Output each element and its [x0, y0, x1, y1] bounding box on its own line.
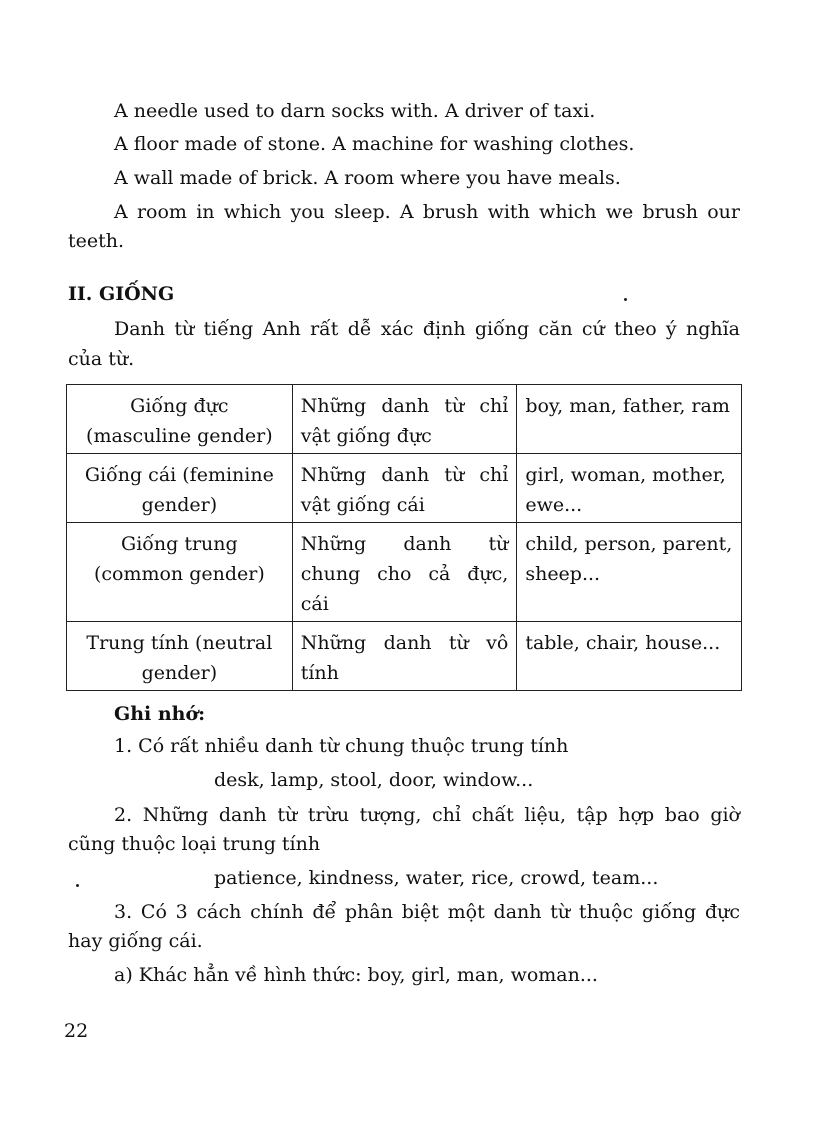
- gender-cell: Giống đực (masculine gender): [67, 385, 293, 454]
- intro-line-3: A wall made of brick. A room where you have meals.: [114, 167, 621, 189]
- examples-cell: girl, woman, mother, ewe...: [517, 454, 742, 523]
- intro-line-5: teeth.: [68, 230, 125, 252]
- section-heading: II. GIỐNG: [68, 283, 175, 305]
- examples-cell: child, person, parent, sheep...: [517, 523, 742, 622]
- gender-cell: Trung tính (neutral gender): [67, 622, 293, 691]
- table-row: [67, 622, 742, 691]
- description-cell: Những danh từ chỉ vật giống đực: [292, 385, 517, 454]
- section-intro-line-2: của từ.: [68, 348, 135, 370]
- examples-cell: table, chair, house...: [517, 622, 742, 691]
- notes-title: Ghi nhớ:: [114, 703, 206, 725]
- scan-speck: [76, 884, 79, 887]
- note-3-line-1: 3. Có 3 cách chính để phân biệt một danh từ thuộc giống đực: [114, 901, 740, 923]
- intro-line-4: A room in which you sleep. A brush with which we brush our: [114, 201, 740, 223]
- table-row: [67, 454, 742, 523]
- note-3a: a) Khác hẳn về hình thức: boy, girl, man, woman...: [114, 964, 598, 986]
- description-cell: Những danh từ chung cho cả đực, cái: [292, 523, 517, 622]
- note-3-line-2: hay giống cái.: [68, 930, 203, 952]
- note-1-examples: desk, lamp, stool, door, window...: [214, 769, 534, 791]
- page-number: 22: [64, 1020, 89, 1042]
- gender-cell: Giống cái (feminine gender): [67, 454, 293, 523]
- intro-line-2: A floor made of stone. A machine for washing clothes.: [114, 133, 635, 155]
- note-1: 1. Có rất nhiều danh từ chung thuộc trung tính: [114, 735, 569, 757]
- section-intro-line-1: Danh từ tiếng Anh rất dễ xác định giống căn cứ theo ý nghĩa: [114, 318, 740, 340]
- examples-cell: boy, man, father, ram: [517, 385, 742, 454]
- description-cell: Những danh từ vô tính: [292, 622, 517, 691]
- note-2-examples: patience, kindness, water, rice, crowd, team...: [214, 867, 659, 889]
- table-row: [67, 385, 742, 454]
- note-2-line-2: cũng thuộc loại trung tính: [68, 833, 321, 855]
- description-cell: Những danh từ chỉ vật giống cái: [292, 454, 517, 523]
- note-2-line-1: 2. Những danh từ trừu tượng, chỉ chất liệu, tập hợp bao giờ: [114, 804, 740, 826]
- gender-cell: Giống trung (common gender): [67, 523, 293, 622]
- gender-table: [66, 384, 742, 691]
- table-row: [67, 523, 742, 622]
- scan-speck: [624, 298, 627, 301]
- intro-line-1: A needle used to darn socks with. A driver of taxi.: [114, 100, 596, 122]
